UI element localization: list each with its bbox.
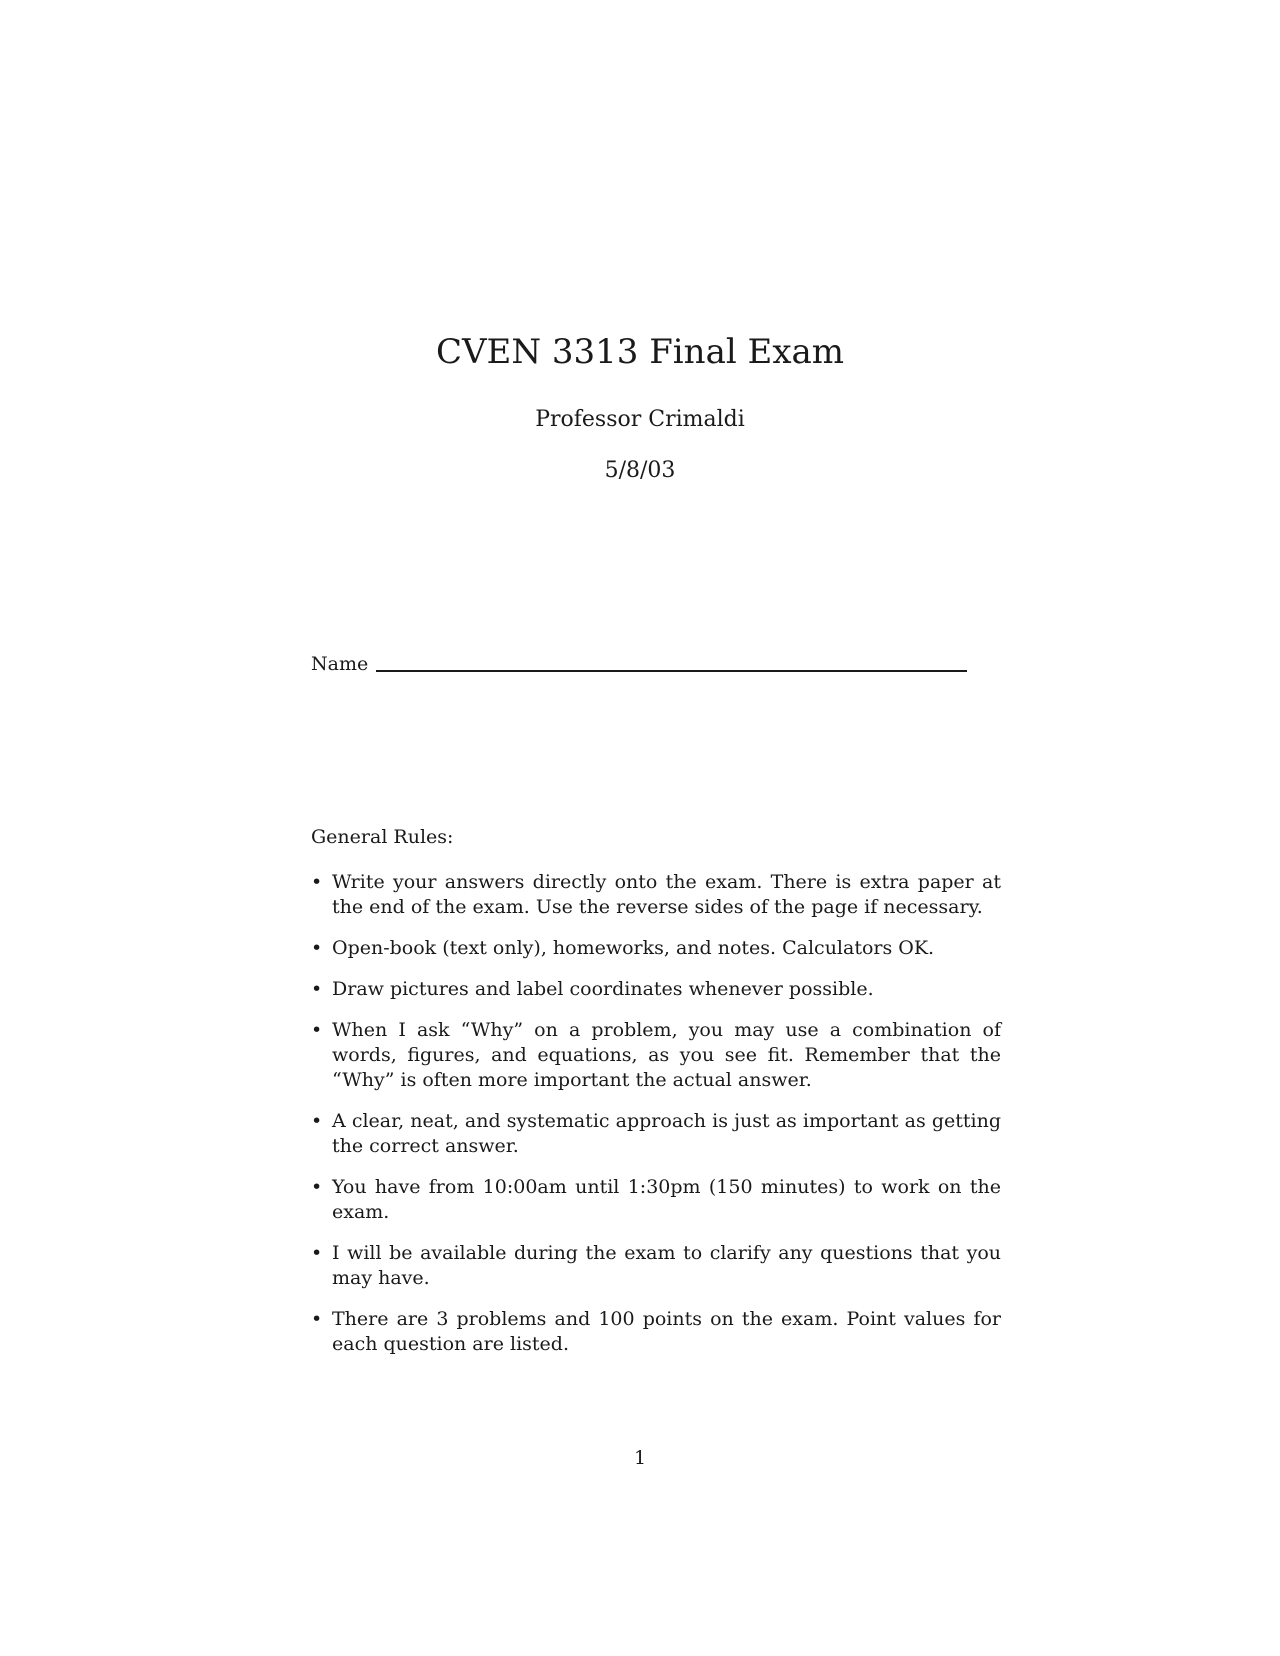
rule-text: A clear, neat, and systematic approach is just as important as getting the correct answer. [332, 1110, 1001, 1157]
exam-author: Professor Crimaldi [535, 407, 745, 432]
rule-item [311, 977, 1001, 1002]
page-number: 1 [633, 1447, 647, 1469]
rule-item [311, 936, 1001, 961]
rules-list [311, 870, 1001, 1373]
rule-text: There are 3 problems and 100 points on the exam. Point values for each question are listed. [332, 1308, 1001, 1355]
rules-heading: General Rules: [311, 826, 454, 848]
rule-text: Open-book (text only), homeworks, and notes. Calculators OK. [332, 937, 935, 959]
name-blank-line [376, 670, 967, 672]
rule-item [311, 870, 1001, 920]
rule-item [311, 1241, 1001, 1291]
rule-text: When I ask “Why” on a problem, you may use a combination of words, figures, and equations, as you see fit. Remember that the “Why” is often more important the actual answer. [332, 1019, 1001, 1091]
rule-item [311, 1307, 1001, 1357]
rule-text: I will be available during the exam to clarify any questions that you may have. [332, 1242, 1001, 1289]
bullet-icon: • [311, 1019, 323, 1041]
bullet-icon: • [311, 1176, 323, 1198]
rule-item [311, 1018, 1001, 1093]
bullet-icon: • [311, 978, 323, 1000]
exam-date: 5/8/03 [604, 458, 676, 483]
rule-item [311, 1109, 1001, 1159]
bullet-icon: • [311, 871, 323, 893]
bullet-icon: • [311, 1308, 323, 1330]
rule-text: Write your answers directly onto the exam. There is extra paper at the end of the exam. Use the reverse sides of the page if necessary. [332, 871, 1001, 918]
exam-title: CVEN 3313 Final Exam [435, 332, 845, 372]
bullet-icon: • [311, 937, 323, 959]
rule-text: Draw pictures and label coordinates whenever possible. [332, 978, 874, 1000]
bullet-icon: • [311, 1110, 323, 1132]
name-field [311, 648, 971, 676]
rule-item [311, 1175, 1001, 1225]
rule-text: You have from 10:00am until 1:30pm (150 minutes) to work on the exam. [332, 1176, 1001, 1223]
name-label: Name [311, 653, 369, 675]
bullet-icon: • [311, 1242, 323, 1264]
